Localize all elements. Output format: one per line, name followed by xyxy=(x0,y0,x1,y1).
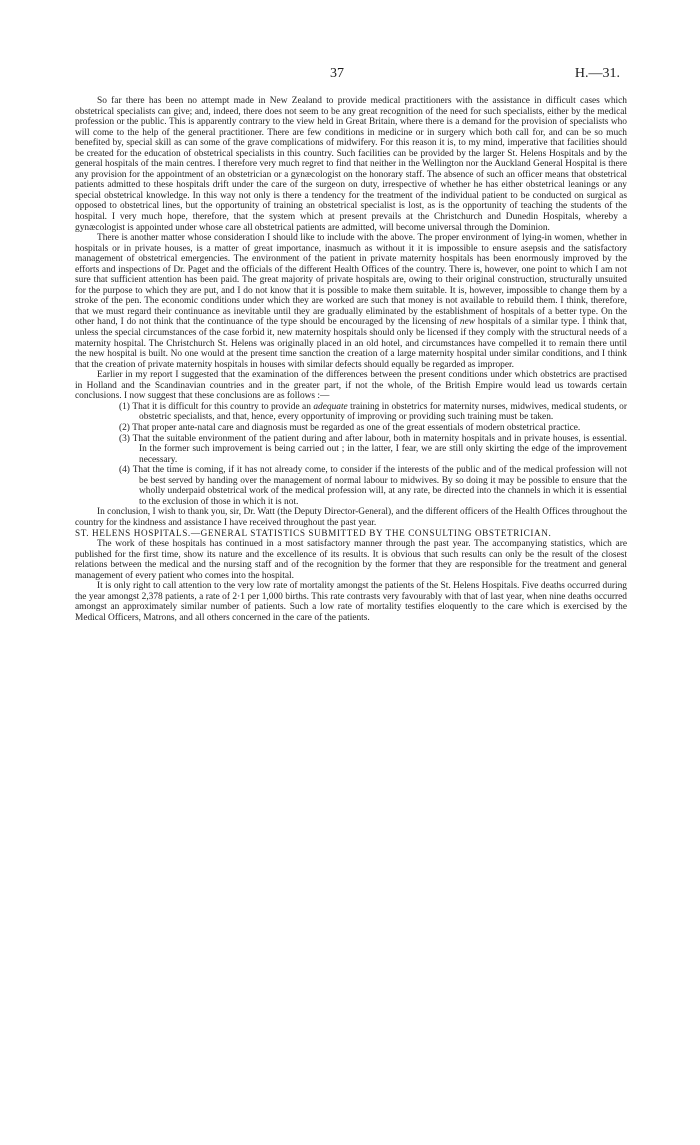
paragraph-mortality: It is only right to call attention to the very low rate of mortality amongst the patients of the St. Helens Hospitals. Five deaths occurred during the year amongst 2,378 patients, a rate of 2·1 per 1,000 births. This rate contrasts very favourably with that of last year, when nine deaths occurred amongst an approximately similar number of patients. Such a low rate of mortality testifies eloquently to the care which is exercised by the Medical Officers, Matrons, and all others concerned in the care of the patients. xyxy=(75,581,627,623)
list-item: (1) That it is difficult for this country to provide an adequate training in obstetrics for maternity nurses, midwives, medical students, or obstetric specialists, and that, hence, every opportunity of improving or providing such training must be taken. xyxy=(119,401,627,423)
emphasis-adequate: adequate xyxy=(313,401,348,412)
list-item: (3) That the suitable environment of the patient during and after labour, both in maternity hospitals and in private houses, is essential. In the former such improvement is being carried out ; in the latter, I fear, we are still only skirting the edge of the improvement necessary. xyxy=(119,433,628,465)
conclusions-list xyxy=(75,402,627,507)
paragraph-closing: In conclusion, I wish to thank you, sir, Dr. Watt (the Deputy Director-General), and the different officers of the Health Offices throughout the country for the kindness and assistance I have received throughout the past year. xyxy=(75,507,627,528)
page-number: 37 xyxy=(330,66,344,81)
page-header xyxy=(0,66,700,84)
emphasis-new: new xyxy=(459,317,475,328)
paragraph-environment: There is another matter whose consideration I should like to include with the above. The proper environment of lying-in women, whether in hospitals or in private houses, is a matter of great importance, inasmuch as without it it is impossible to ensure asepsis and the satisfactory management of obstetrical emergencies. The environment of the patient in private maternity hospitals has been enormously improved by the efforts and inspections of Dr. Paget and the officials of the different Health Offices of the country. There is, however, one point to which I am not sure that sufficient attention has been paid. The great majority of private hospitals are, owing to their original construction, structurally unsuited for the purpose to which they are put, and I do not know that it is possible to make them suitable. It is, however, impossible to change them by a stroke of the pen. The economic conditions under which they are worked are such that money is not available to rebuild them. I think, therefore, that we must regard their continuance as inevitable until they are gradually eliminated by the establishment of hospitals of a better type. On the other hand, I do not think that the continuance of the type should be encouraged by the licensing of new hospitals of a similar type. I think that, unless the special circumstances of the case forbid it, new maternity hospitals should only be licensed if they comply with the structural needs of a maternity hospital. The Christchurch St. Helens was originally placed in an old hotel, and circumstances have compelled it to remain there until the new hospital is built. No one would at the present time sanction the creation of a large maternity hospital under similar conditions, and I think that the creation of private maternity hospitals in houses with similar defects should equally be regarded as improper. xyxy=(75,233,627,370)
paragraph-statistics: The work of these hospitals has continued in a most satisfactory manner through the past year. The accompanying statistics, which are published for the first time, show its nature and the excellence of its results. It is obvious that such results can only be the result of the closest relations between the medical and the nursing staff and of the recognition by the former that they are responsible for the treatment and general management of every patient who comes into the hospital. xyxy=(75,538,627,581)
section-heading: ST. HELENS HOSPITALS.—GENERAL STATISTICS SUBMITTED BY THE CONSULTING OBSTETRICIAN. xyxy=(75,528,552,539)
report-body xyxy=(75,96,627,623)
list-item: (2) That proper ante-natal care and diagnosis must be regarded as one of the great essentials of modern obstetrical practice. xyxy=(119,422,581,433)
paragraph-obstetrical-specialists: So far there has been no attempt made in New Zealand to provide medical practitioners with the assistance in difficult cases which obstetrical specialists can give; and, indeed, there does not seem to be any great recognition of the need for such specialists, either by the medical profession or the public. This is apparently contrary to the view held in Great Britain, where there is a demand for the provision of specialists who will come to the help of the general practitioner. There are few conditions in medicine or in surgery which both call for, and can be so much benefited by, special skill as can some of the grave complications of midwifery. For this reason it is, to my mind, imperative that facilities should be created for the education of obstetrical specialists in this country. Such facilities can be provided by the larger St. Helens Hospitals and by the general hospitals of the main centres. I therefore very much regret to find that neither in the Wellington nor the Auckland General Hospital is there any provision for the appointment of an obstetrician or a gynæcologist on the honorary staff. The absence of such an officer means that obstetrical patients admitted to these hospitals drift under the care of the surgeon on duty, irrespective of whether he has either obstetrical leanings or any special obstetrical knowledge. In this way not only is there a tendency for the treatment of the individual patient to be conducted on surgical as opposed to obstetrical lines, but the opportunity of training an obstetrical specialist is lost, as is the opportunity of teaching the students of the hospital. I very much hope, therefore, that the system which at present prevails at the Christchurch and Dunedin Hospitals, whereby a gynæcologist is appointed under whose care all obstetrical patients are admitted, will become universal through the Dominion. xyxy=(75,96,627,233)
paragraph-conclusions-intro: Earlier in my report I suggested that the examination of the differences between the present conditions under which obstetrics are practised in Holland and the Scandinavian countries and in the greater part, if not the whole, of the British Empire would lead us towards certain conclusions. I now suggest that these conclusions are as follows :— xyxy=(75,370,627,402)
document-reference: H.—31. xyxy=(574,66,620,81)
list-item: (4) That the time is coming, if it has not already come, to consider if the interests of the public and of the medical profession will not be best served by handing over the management of normal labour to midwives. By so doing it may be possible to ensure that the wholly underpaid obstetrical work of the medical profession will, at any rate, be directed into the channels in which it is essential to the exclusion of those in which it is not. xyxy=(119,465,628,507)
